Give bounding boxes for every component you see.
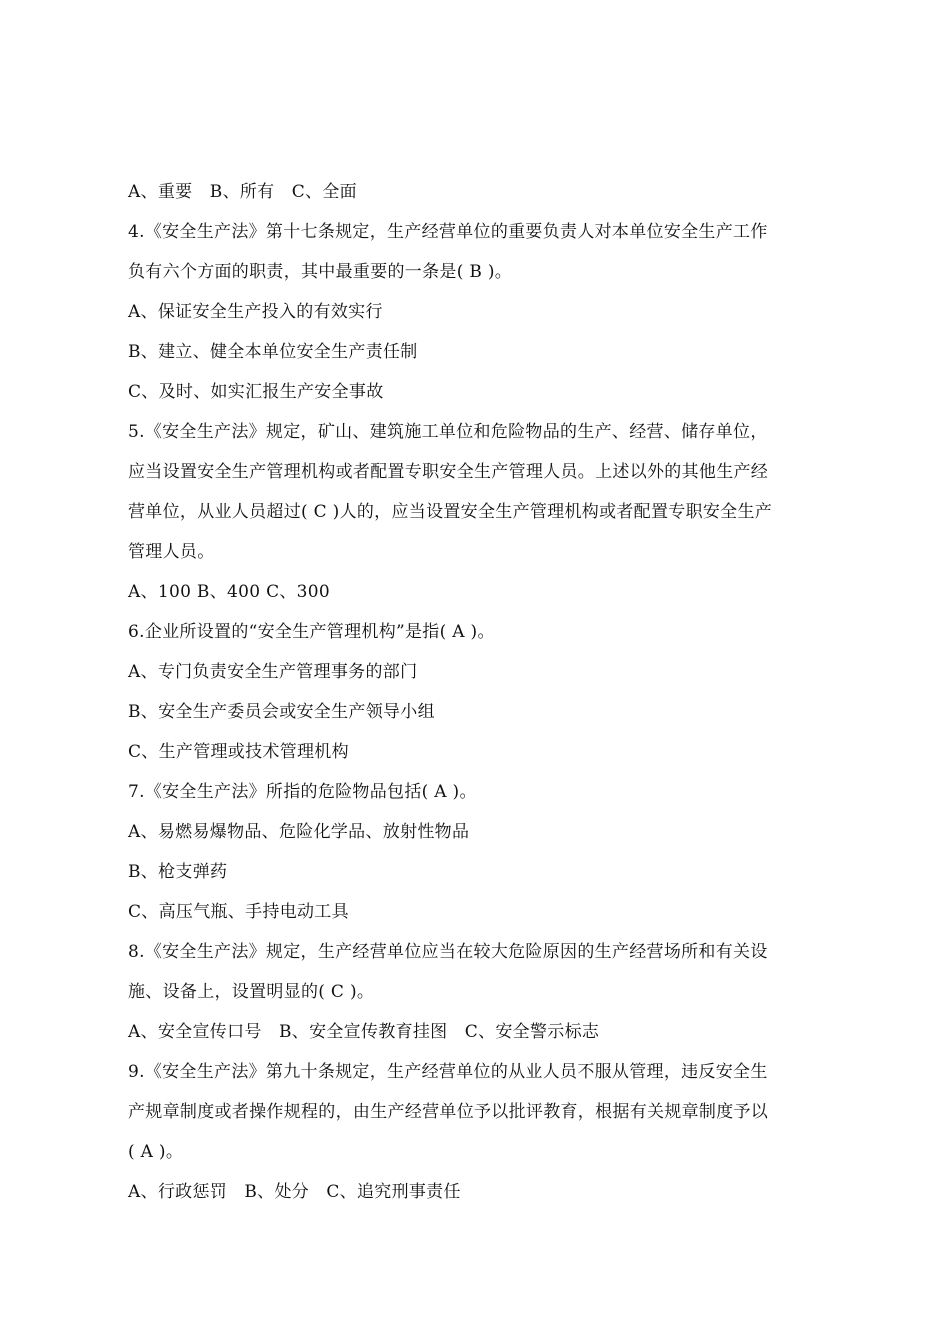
question-8-line-2: 施、设备上，设置明显的( C )。 [128,982,375,1002]
document-body [128,172,840,1212]
question-9-line-1: 9.《安全生产法》第九十条规定，生产经营单位的从业人员不服从管理，违反安全生 [128,1062,768,1082]
question-4-line-1: 4.《安全生产法》第十七条规定，生产经营单位的重要负责人对本单位安全生产工作 [128,222,768,242]
question-5-line-4: 管理人员。 [128,542,215,562]
question-7-line-1: 7.《安全生产法》所指的危险物品包括( A )。 [128,782,477,802]
question-4-option-a: A、保证安全生产投入的有效实行 [128,302,383,322]
question-9-line-2: 产规章制度或者操作规程的，由生产经营单位予以批评教育，根据有关规章制度予以 [128,1102,769,1122]
question-9-options: A、行政惩罚 B、处分 C、追究刑事责任 [128,1182,461,1202]
question-4-option-b: B、建立、健全本单位安全生产责任制 [128,342,418,362]
question-5-line-2: 应当设置安全生产管理机构或者配置专职安全生产管理人员。上述以外的其他生产经 [128,462,769,482]
question-9-line-3: ( A )。 [128,1142,184,1162]
question-7-option-c: C、高压气瓶、手持电动工具 [128,902,349,922]
question-6-line-1: 6.企业所设置的“安全生产管理机构”是指( A )。 [128,622,495,642]
question-6-option-b: B、安全生产委员会或安全生产领导小组 [128,702,435,722]
option-line-q3: A、重要 B、所有 C、全面 [128,182,357,202]
question-8-options: A、安全宣传口号 B、安全宣传教育挂图 C、安全警示标志 [128,1022,600,1042]
question-6-option-a: A、专门负责安全生产管理事务的部门 [128,662,418,682]
question-7-option-a: A、易燃易爆物品、危险化学品、放射性物品 [128,822,470,842]
question-4-option-c: C、及时、如实汇报生产安全事故 [128,382,384,402]
question-4-line-2: 负有六个方面的职责，其中最重要的一条是( B )。 [128,262,513,282]
question-7-option-b: B、枪支弹药 [128,862,228,882]
question-5-options: A、100 B、400 C、300 [128,582,331,602]
question-8-line-1: 8.《安全生产法》规定，生产经营单位应当在较大危险原因的生产经营场所和有关设 [128,942,768,962]
question-6-option-c: C、生产管理或技术管理机构 [128,742,349,762]
question-5-line-3: 营单位，从业人员超过( C )人的，应当设置安全生产管理机构或者配置专职安全生产 [128,502,773,522]
question-5-line-1: 5.《安全生产法》规定，矿山、建筑施工单位和危险物品的生产、经营、储存单位， [128,422,768,442]
